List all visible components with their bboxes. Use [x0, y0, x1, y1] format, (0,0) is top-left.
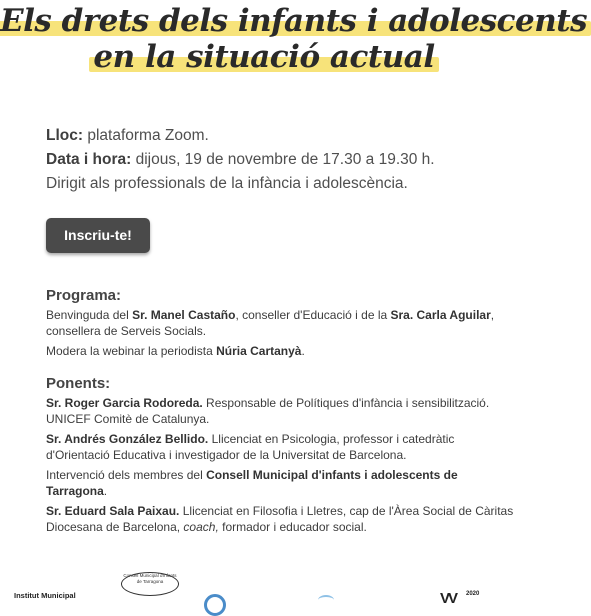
institut-logo: Institut Municipal [14, 591, 76, 600]
audience-line: Dirigit als professionals de la infància i adolescència. [46, 175, 408, 192]
wave-logo-icon [318, 595, 334, 605]
text: . [301, 344, 305, 358]
speaker-name: Sra. Carla Aguilar [390, 308, 491, 322]
program-section [46, 286, 516, 365]
speaker-desc: Responsable de Polítiques d'infància i sensibilització. UNICEF Comitè de Catalunya. [46, 396, 490, 426]
title-text-2: en la situació actual [93, 39, 435, 75]
speaker-name: Sr. Roger Garcia Rodoreda. [46, 396, 203, 410]
title-line-2 [93, 39, 434, 75]
text: Benvinguda del [46, 308, 133, 322]
title-block [0, 0, 588, 75]
logo-year: 2020 [466, 591, 480, 597]
speaker-item [46, 432, 516, 463]
sponsor-logos [0, 570, 528, 607]
speaker-desc: Llicenciat en Filosofia i Lletres, cap de l'Àrea Social de Càritas Diocesana de Barcelona, [46, 504, 514, 534]
date-value: dijous, 19 de novembre de 17.30 a 19.30 h. [131, 151, 435, 168]
council-name: Consell Municipal d'infants i adolescents de Tarragona [46, 468, 458, 498]
location-label: Lloc: [46, 127, 84, 144]
speakers-heading: Ponents: [46, 375, 111, 392]
text: Modera la webinar la periodista [46, 344, 217, 358]
text: , consellera de Serveis Socials. [46, 308, 495, 338]
speaker-desc: Llicenciat en Psicologia, professor i catedràtic d'Orientació Educativa i investigador de la Universitat de Barcelona. [46, 432, 455, 462]
title-line-1 [0, 3, 587, 39]
program-moderator [46, 344, 516, 360]
speakers-section [46, 374, 516, 540]
speaker-name: Sr. Eduard Sala Paixau. [46, 504, 180, 518]
location-value: plataforma Zoom. [83, 127, 209, 144]
speaker-item [46, 396, 516, 427]
program-welcome [46, 308, 516, 339]
register-button[interactable]: Inscriu-te! [46, 218, 150, 253]
speaker-name: Sr. Andrés González Bellido. [46, 432, 209, 446]
text: , conseller d'Educació i de la [235, 308, 391, 322]
w-logo-icon: VV [440, 590, 457, 607]
circle-logo-icon [204, 594, 226, 616]
event-info [46, 124, 435, 196]
text: Intervenció dels membres del [46, 468, 207, 482]
moderator-name: Núria Cartanyà [216, 344, 302, 358]
text: . [103, 483, 108, 498]
consell-logo [121, 572, 179, 596]
speaker-desc-emphasis: coach, [183, 519, 219, 534]
speaker-item [46, 468, 516, 499]
program-heading: Programa: [46, 287, 122, 304]
speaker-name: Sr. Manel Castaño [132, 308, 236, 322]
date-line [46, 148, 435, 172]
location-line [46, 124, 435, 148]
title-text-1: Els drets dels infants i adolescents [0, 3, 588, 39]
date-label: Data i hora: [46, 151, 132, 168]
speaker-item [46, 504, 516, 535]
consell-logo-text: Consell Municipal d'infants de Tarragona [123, 573, 177, 584]
speaker-desc: formador i educador social. [218, 519, 367, 534]
